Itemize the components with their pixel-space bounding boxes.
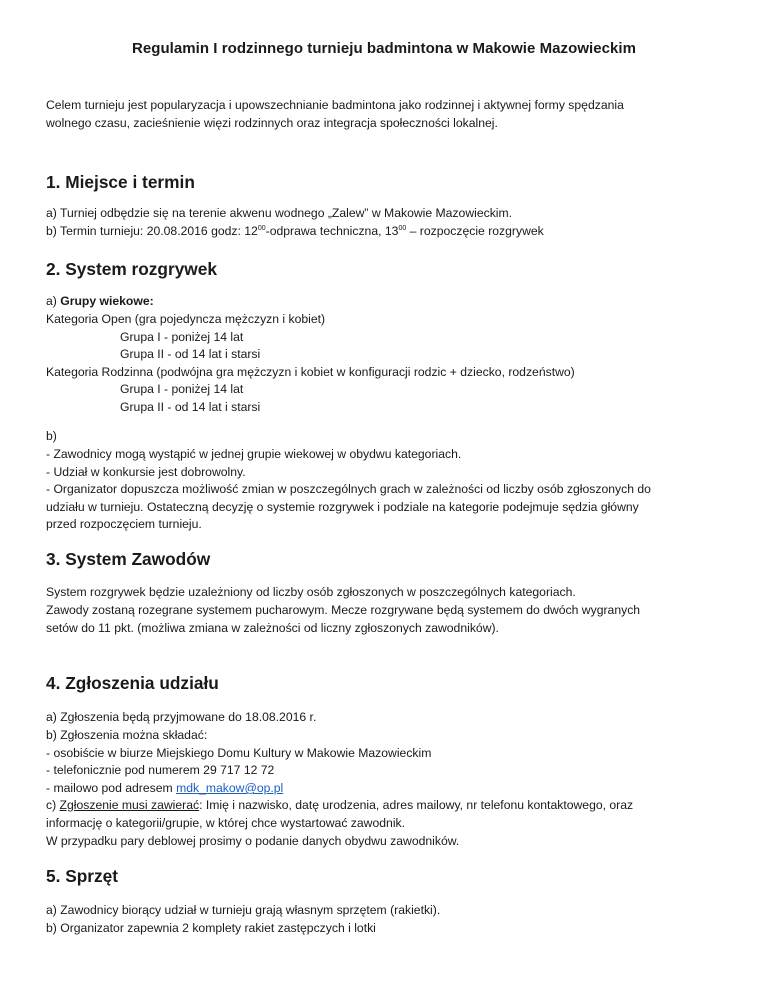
intro-line-1: Celem turnieju jest popularyzacja i upowszechnianie badmintona jako rodzinnej i aktywnej formy spędzania — [46, 98, 624, 112]
s2-b-line-1: - Zawodnicy mogą wystąpić w jednej grupie wiekowej w obydwu kategoriach. — [46, 447, 462, 461]
s3-line-2: Zawody zostaną rozegrane systemem pucharowym. Mecze rozgrywane będą systemem do dwóch wygranych — [46, 603, 641, 617]
s2-open-group-1: Grupa I - poniżej 14 lat — [120, 330, 244, 344]
s3-line-1: System rozgrywek będzie uzależniony od liczby osób zgłoszonych w poszczególnych kategoriach. — [46, 585, 576, 599]
s4-line-in-person: - osobiście w biurze Miejskiego Domu Kultury w Makowie Mazowieckim — [46, 746, 432, 760]
section-4-heading: 4. Zgłoszenia udziału — [46, 673, 219, 693]
email-link[interactable]: mdk_makow@op.pl — [176, 781, 284, 795]
s5-line-a: a) Zawodnicy biorący udział w turnieju grają własnym sprzętem (rakietki). — [46, 903, 441, 917]
s2-line-a: a) Grupy wiekowe: — [46, 294, 154, 308]
section-5-heading: 5. Sprzęt — [46, 866, 119, 886]
s4-line-c: c) Zgłoszenie musi zawierać: Imię i nazwisko, datę urodzenia, adres mailowy, nr telefonu kontaktowego, oraz — [46, 798, 634, 812]
s4-line-mail: - mailowo pod adresem mdk_makow@op.pl — [46, 781, 284, 795]
s2-open-group-2: Grupa II - od 14 lat i starsi — [120, 347, 261, 361]
s1-line-a: a) Turniej odbędzie się na terenie akwenu wodnego „Zalew” w Makowie Mazowieckim. — [46, 206, 513, 220]
s4-tail-line-1: informację o kategorii/grupie, w której chce wystartować zawodnik. — [46, 816, 406, 830]
s2-category-family: Kategoria Rodzinna (podwójna gra mężczyzn i kobiet w konfiguracji rodzic + dziecko, rodzeństwo) — [46, 365, 575, 379]
section-2-heading: 2. System rozgrywek — [46, 259, 217, 279]
s2-b-label: b) — [46, 429, 57, 443]
s2-family-group-1: Grupa I - poniżej 14 lat — [120, 382, 244, 396]
document-title: Regulamin I rodzinnego turnieju badmintona w Makowie Mazowieckim — [131, 40, 637, 57]
s2-b-line-3: - Organizator dopuszcza możliwość zmian w poszczególnych grach w zależności od liczby osób zgłoszonych do — [46, 482, 651, 496]
s4-line-b: b) Zgłoszenia można składać: — [46, 728, 208, 742]
s2-category-open: Kategoria Open (gra pojedyncza mężczyzn i kobiet) — [46, 312, 326, 326]
section-1-heading: 1. Miejsce i termin — [46, 172, 195, 192]
intro-line-2: wolnego czasu, zacieśnienie więzi rodzinnych oraz integracja społeczności lokalnej. — [46, 116, 498, 130]
s4-tail-line-2: W przypadku pary deblowej prosimy o podanie danych obydwu zawodników. — [46, 834, 460, 848]
s1-line-b: b) Termin turnieju: 20.08.2016 godz: $12^{00}$-odprawa techniczna, $13^{00}$ – rozpoczęcie rozgrywek — [46, 224, 544, 238]
section-3-heading: 3. System Zawodów — [46, 549, 211, 569]
s2-family-group-2: Grupa II - od 14 lat i starsi — [120, 400, 261, 414]
s2-b-line-5: przed rozpoczęciem turnieju. — [46, 517, 202, 531]
s5-line-b: b) Organizator zapewnia 2 komplety rakiet zastępczych i lotki — [46, 921, 376, 935]
s2-b-line-4: udziału w turnieju. Ostateczną decyzję o systemie rozgrywek i podziale na kategorie podejmuje sędzia główny — [46, 500, 639, 514]
s4-line-phone: - telefonicznie pod numerem 29 717 12 72 — [46, 763, 275, 777]
s2-b-line-2: - Udział w konkursie jest dobrowolny. — [46, 465, 246, 479]
s4-line-a: a) Zgłoszenia będą przyjmowane do 18.08.2016 r. — [46, 710, 317, 724]
s3-line-3: setów do 11 pkt. (możliwa zmiana w zależności od liczny zgłoszonych zawodników). — [46, 621, 499, 635]
